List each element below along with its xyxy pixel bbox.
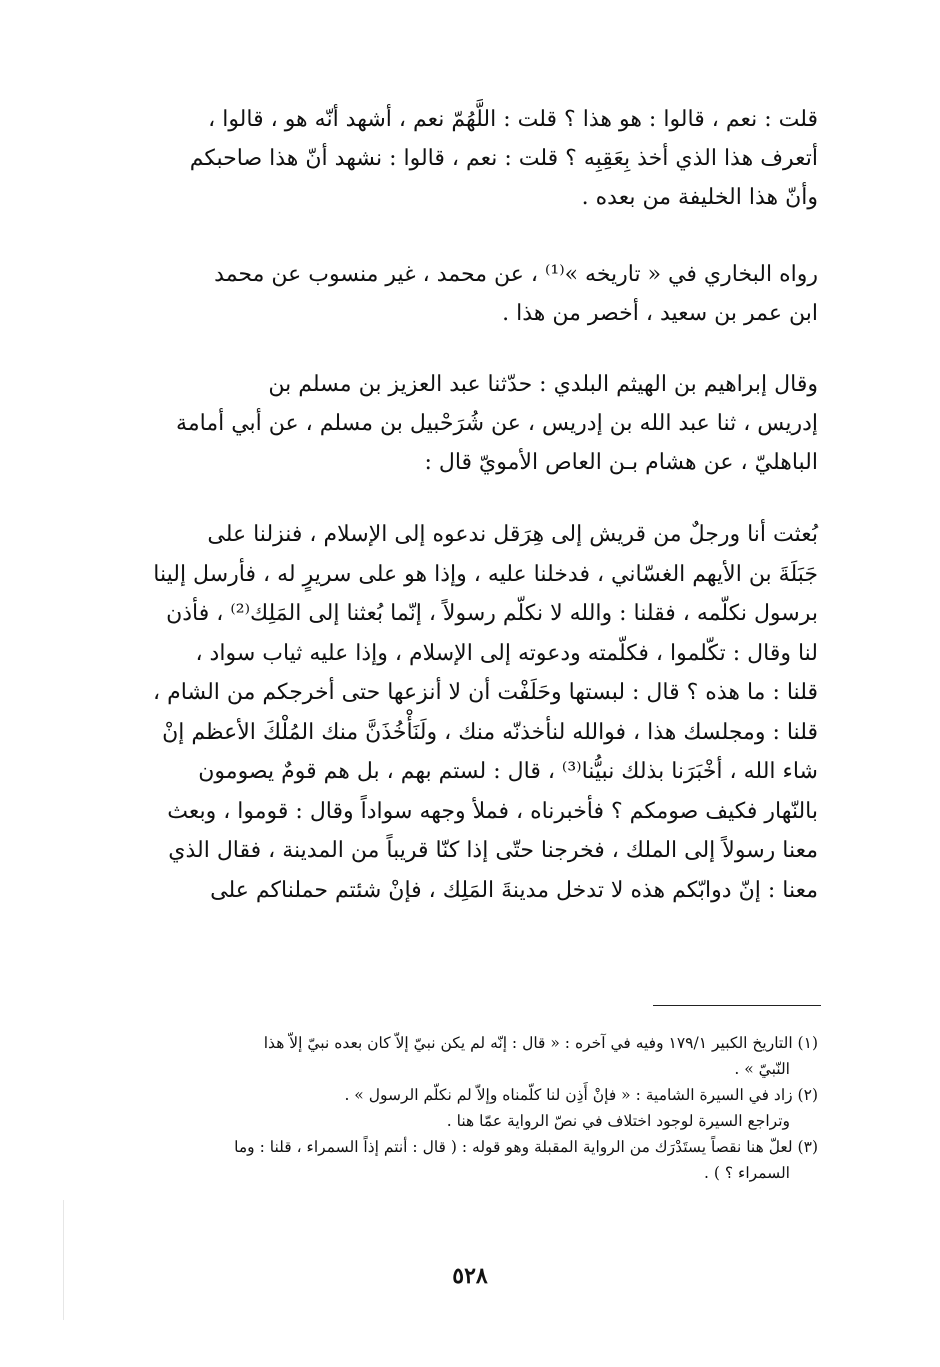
text-line: أتعرف هذا الذي أخذ بِعَقِبِه ؟ قلت : نعم ، قالوا : نشهد أنّ هذا صاحبكم [189, 146, 818, 171]
text-line: الباهليّ ، عن هشام بـن العاص الأمويّ قال : [424, 450, 818, 475]
text-line: قلنا : ومجلسك هذا ، فوالله لنأخذنّه منك ، ولَنَأْخُذَنَّ منك المُلْكَ الأعظم إنْ [162, 719, 818, 745]
footnote-separator [653, 1005, 821, 1006]
text-line: وأنّ هذا الخليفة من بعده . [581, 185, 818, 210]
text-line: بُعثت أنا ورجلٌ من قريش إلى هِرَقل ندعوه إلى الإسلام ، فنزلنا على [207, 522, 818, 547]
paragraph-4 [118, 515, 818, 910]
text-line: رواه البخاري في « تاريخه »⁽¹⁾ ، عن محمد ، غير منسوب عن محمد [214, 262, 818, 287]
text-line: معنا : إنّ دوابّكم هذه لا تدخل مدينةَ المَلِك ، فإنْ شئتم حملناكم على [210, 877, 818, 903]
text-line: بالنّهار فكيف صومكم ؟ فأخبرناه ، فملأ وجهه سواداً وقال : قوموا ، وبعث [167, 798, 818, 824]
paragraph-3 [118, 365, 818, 482]
footnote-line: (١) التاريخ الكبير ١٧٩/١ وفيه في آخره : « قال : إنّه لم يكن نبيّ إلاّ كان بعده نبيّ إلاّ هذا [263, 1034, 818, 1052]
text-line: جَبَلَةَ بن الأيهم الغسّاني ، فدخلنا عليه ، وإذا هو على سريرٍ له ، فأرسل إلينا [153, 561, 818, 587]
text-line: لنا وقال : تكّلموا ، فكلّمته ودعوته إلى الإسلام ، وإذا عليه ثياب سواد ، [195, 640, 818, 666]
text-line: قلت : نعم ، قالوا : هو هذا ؟ قلت : اللَّهُمّ نعم ، أشهد أنّه هو ، قالوا ، [208, 107, 818, 132]
page-number: ٥٢٨ [452, 1263, 488, 1289]
footnote-1 [106, 1030, 818, 1082]
text-line: برسول نكلّمه ، فقلنا : والله لا نكلّم رسولاً ، إنّما بُعثنا إلى المَلِك⁽²⁾ ، فأذن [166, 601, 818, 626]
text-line: إدريس ، ثنا عبد الله بن إدريس ، عن شُرَحْبيل بن مسلم ، عن أبي أمامة [176, 411, 818, 436]
footnote-line: (٣) لعلّ هنا نقصاً يستَدْرَك من الرواية المقبلة وهو قوله : ( قال : أنتم إذاً السمراء ، قلنا : وما [234, 1138, 818, 1156]
scan-edge-mark [63, 1200, 64, 1320]
footnote-line: (٢) زاد في السيرة الشامية : « فإنْ أَذِن لنا كلّمناه وإلاّ لم نكلّم الرسول » . [344, 1086, 818, 1104]
footnotes [106, 1030, 818, 1186]
text-line: شاء الله ، أخْبَرَنا بذلك نبيُّنا⁽³⁾ ، قال : لستم بهم ، بل هم قومٌ يصومون [198, 759, 818, 784]
footnote-2 [106, 1082, 818, 1134]
footnote-line: وتراجع السيرة لوجود اختلاف في نصّ الرواية عمّا هنا . [446, 1112, 790, 1130]
footnote-line: السمراء ؟ ) . [704, 1164, 790, 1182]
paragraph-2 [118, 255, 818, 333]
text-line: قلنا : ما هذه ؟ قال : لبستها وحَلَفْت أن لا أنزعها حتى أخرجكم من الشام ، [153, 680, 818, 705]
footnote-line: النّبيّ » . [734, 1060, 790, 1078]
text-line: ابن عمر بن سعيد ، أخصر من هذا . [502, 301, 818, 326]
text-line: وقال إبراهيم بن الهيثم البلدي : حدّثنا عبد العزيز بن مسلم بن [268, 372, 818, 397]
footnote-3 [106, 1134, 818, 1186]
text-line: معنا رسولاً إلى الملك ، فخرجنا حتّى إذا كنّا قريباً من المدينة ، فقال الذي [168, 838, 818, 863]
paragraph-1 [118, 100, 818, 217]
